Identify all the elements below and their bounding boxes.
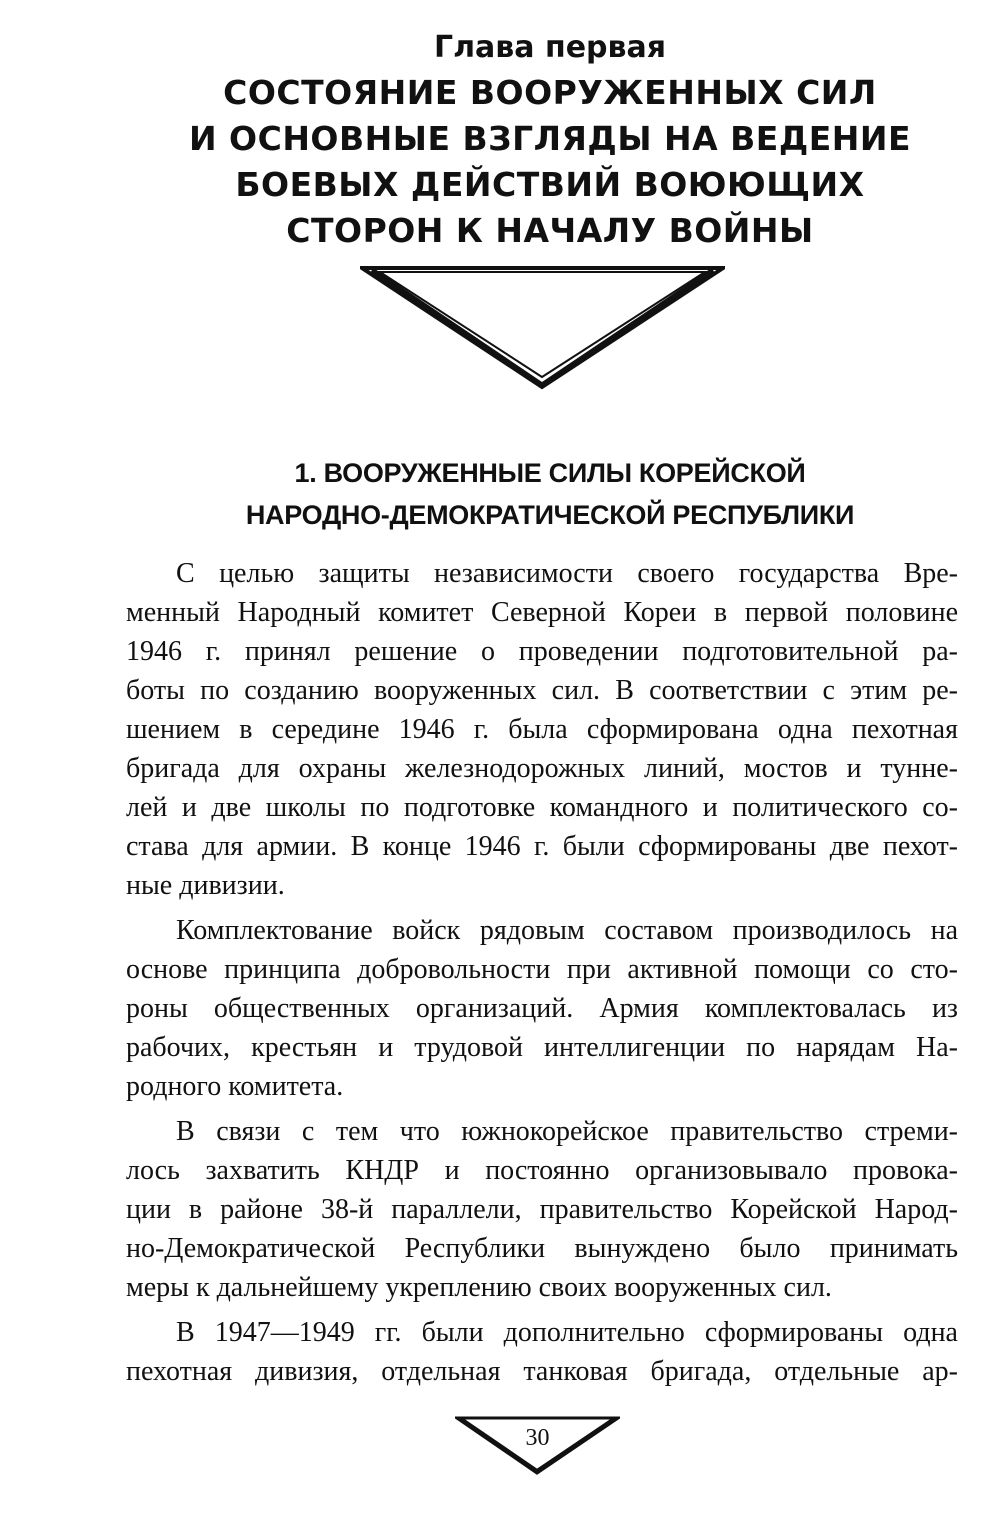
text-line: пехотная дивизия, отдельная танковая бригада, отдельные ар- <box>126 1356 958 1387</box>
text-line: роны общественных организаций. Армия комплектовалась из <box>126 993 958 1024</box>
section-title-line: НАРОДНО-ДЕМОКРАТИЧЕСКОЙ РЕСПУБЛИКИ <box>245 500 855 530</box>
chapter-title-line: БОЕВЫХ ДЕЙСТВИЙ ВОЮЮЩИХ <box>235 165 865 204</box>
text-line: 1946 г. принял решение о проведении подготовительной ра- <box>126 636 958 667</box>
text-line: С целью защиты независимости своего государства Вре- <box>176 558 958 589</box>
text-line: рабочих, крестьян и трудовой интеллигенции по нарядам На- <box>126 1032 958 1063</box>
text-line: става для армии. В конце 1946 г. были сформированы две пехот- <box>126 831 958 862</box>
chapter-title-line: И ОСНОВНЫЕ ВЗГЛЯДЫ НА ВЕДЕНИЕ <box>188 119 912 158</box>
section-title-line: 1. ВООРУЖЕННЫЕ СИЛЫ КОРЕЙСКОЙ <box>294 458 806 488</box>
text-line: основе принципа добровольности при активной помощи со сто- <box>126 954 958 985</box>
text-line: менный Народный комитет Северной Кореи в первой половине <box>126 597 958 628</box>
chapter-title-line: СОСТОЯНИЕ ВООРУЖЕННЫХ СИЛ <box>223 73 877 112</box>
paragraph <box>126 554 958 905</box>
text-line: шением в середине 1946 г. была сформирована одна пехотная <box>126 714 958 745</box>
chapter-header <box>120 30 980 254</box>
text-line: В 1947—1949 гг. были дополнительно сформированы одна <box>176 1317 958 1348</box>
text-line: лей и две школы по подготовке командного и политического со- <box>126 792 958 823</box>
section-title <box>140 452 960 536</box>
page-footer <box>455 1414 620 1476</box>
paragraph <box>126 1112 958 1307</box>
text-line: меры к дальнейшему укреплению своих вооруженных сил. <box>126 1272 832 1303</box>
page-number: 30 <box>525 1425 550 1451</box>
text-line: боты по созданию вооруженных сил. В соответствии с этим ре- <box>126 675 958 706</box>
text-line: лось захватить КНДР и постоянно организовывало провока- <box>126 1155 958 1186</box>
text-line: родного комитета. <box>126 1071 344 1102</box>
chapter-title-line: СТОРОН К НАЧАЛУ ВОЙНЫ <box>286 211 814 250</box>
paragraph <box>126 911 958 1106</box>
chapter-label: Глава первая <box>433 30 667 65</box>
text-line: Комплектование войск рядовым составом производилось на <box>176 915 958 946</box>
body-text <box>126 554 958 1397</box>
text-line: ции в районе 38-й параллели, правительство Корейской Народ- <box>126 1194 958 1225</box>
chapter-triangle-ornament <box>360 265 725 390</box>
text-line: бригада для охраны железнодорожных линий, мостов и тунне- <box>126 753 958 784</box>
text-line: но-Демократической Республики вынуждено было принимать <box>126 1233 958 1264</box>
text-line: ные дивизии. <box>126 870 285 901</box>
text-line: В связи с тем что южнокорейское правительство стреми- <box>176 1116 958 1147</box>
chapter-title <box>120 70 980 254</box>
paragraph <box>126 1313 958 1391</box>
